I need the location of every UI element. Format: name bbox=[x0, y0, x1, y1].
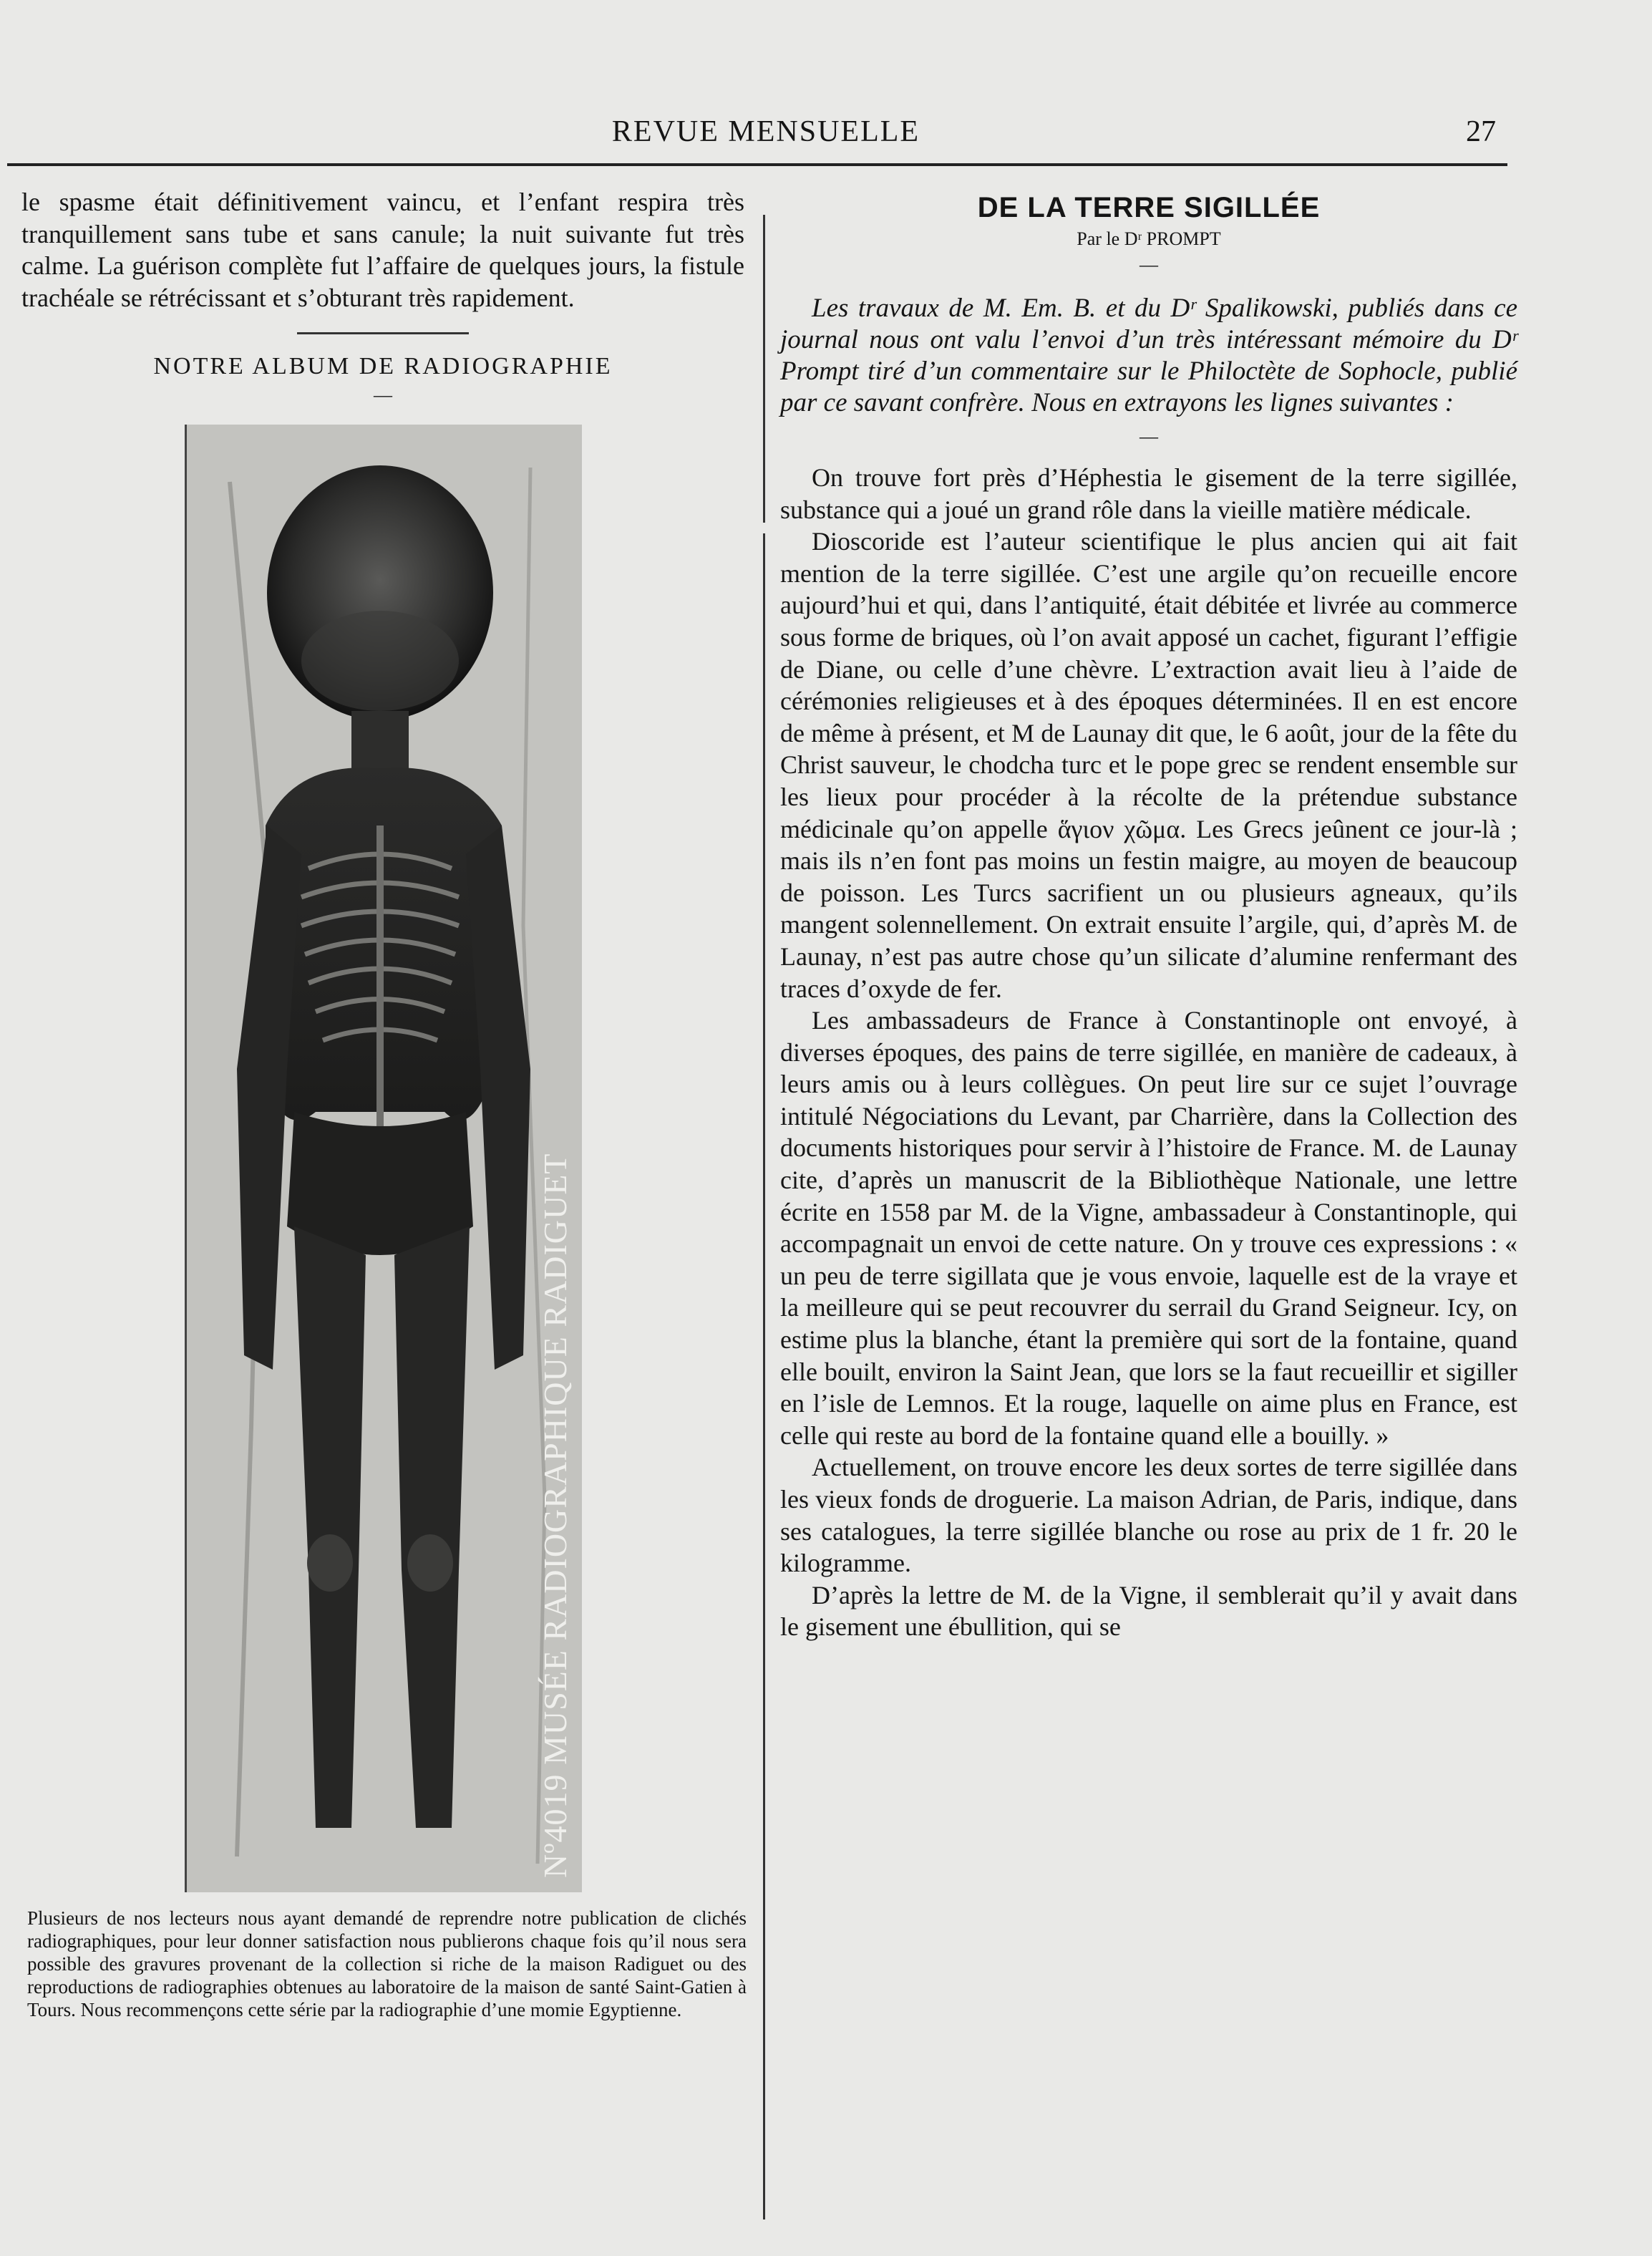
article-paragraph: Actuellement, on trouve encore les deux sortes de terre sigillée dans les vieux fonds de droguerie. La maison Adrian, de Paris, indique, dans ses catalogues, la terre sigillée blanche ou rose au prix de 1 fr. 20 le kilogramme. bbox=[780, 1453, 1517, 1578]
intro-dash: — bbox=[1140, 426, 1158, 447]
journal-title: REVUE MENSUELLE bbox=[611, 115, 920, 148]
article-paragraph: D’après la lettre de M. de la Vigne, il semblerait qu’il y avait dans le gisement une ébullition, qui se bbox=[780, 1580, 1517, 1642]
article-paragraph: Dioscoride est l’auteur scientifique le plus ancien qui ait fait mention de la terre sigillée. C’est une argile qu’on recueille encore aujourd’hui et qui, dans l’antiquité, était débitée et livrée au commerce sous forme de briques, où l’on avait apposé un cachet, figurant l’effigie de Diane, ou celle d’une chèvre. L’extraction avait lieu à l’aide de cérémonies religieuses et à des époques déterminées. Il en est encore de même à présent, et M de Launay dit que, le 6 août, jour de la fête du Christ sauveur, le chodcha turc et le pope grec se rendent ensemble sur les lieux pour procéder à la récolte de la prétendue substance médicinale qu’on appelle ἅγιον χῶμα. Les Grecs jeûnent ce jour-là ; mais ils n’en font pas moins un festin maigre, au moyen de beaucoup de poisson. Les Turcs sacrifient un ou plusieurs agneaux, qu’ils mangent solennellement. On extrait ensuite l’argile, qui, d’après M. de Launay, n’est pas autre chose qu’un silicate d’alumine renfermant des traces d’oxyde de fer. bbox=[780, 527, 1517, 1003]
album-heading: NOTRE ALBUM DE RADIOGRAPHIE bbox=[153, 353, 613, 380]
page-number: 27 bbox=[1466, 115, 1496, 148]
column-rule-upper bbox=[763, 215, 765, 523]
article-paragraph: On trouve fort près d’Héphestia le gisement de la terre sigillée, substance qui a joué un grand rôle dans la vieille matière médicale. bbox=[780, 463, 1517, 524]
album-dash: — bbox=[374, 384, 392, 406]
byline-dash: — bbox=[1140, 254, 1158, 275]
continuation-paragraph: le spasme était définitivement vaincu, et l’enfant respira très tranquillement sans tube et sans canule; la nuit suivante fut très calme. La guérison complète fut l’affaire de quelques jours, la fistule trachéale se rétrécissant et s’obturant très rapidement. bbox=[21, 188, 744, 312]
article-byline: Par le Dʳ PROMPT bbox=[1077, 228, 1221, 249]
left-column bbox=[21, 186, 747, 2021]
article-title: DE LA TERRE SIGILLÉE bbox=[977, 192, 1321, 223]
section-separator bbox=[297, 332, 469, 334]
figure-watermark: Nº4019 MUSÉE RADIOGRAPHIQUE RADIGUET bbox=[537, 1153, 573, 1879]
mummy-radiograph-image bbox=[187, 425, 582, 1892]
column-rule-lower bbox=[763, 533, 765, 2219]
header-rule bbox=[7, 163, 1507, 166]
running-header bbox=[21, 107, 1510, 158]
figure-caption: Plusieurs de nos lecteurs nous ayant demandé de reprendre notre publication de clichés radiographiques, pour leur donner satisfaction nous publierons chaque fois qu’il nous sera possible des gravures provenant de la collection si riche de la maison Radiguet ou des reproductions de radiographies obtenues au laboratoire de la maison de santé Saint-Gatien à Tours. Nous recommençons cette série par la radiographie d’une momie Egyptienne. bbox=[27, 1907, 747, 2021]
article-paragraph: Les ambassadeurs de France à Constantinople ont envoyé, à diverses époques, des pains de terre sigillée, en manière de cadeaux, à leurs amis ou à leurs collègues. On peut lire sur ce sujet l’ouvrage intitulé Négociations du Levant, par Charrière, dans la Collection des documents historiques pour servir à l’histoire de France. M. de Launay cite, d’après un manuscrit de la Bibliothèque Nationale, une lettre écrite en 1558 par M. de la Vigne, ambassadeur à Constantinople, qui accompagnait un envoi de cette nature. On y trouve ces expressions : « un peu de terre sigillata que je vous envoie, laquelle est de la vraye et la meilleure qui se peut recouvrer du serrail du Grand Seigneur. Icy, on estime plus la blanche, étant la première qui sort de la fontaine, quand elle bouilt, environ la Saint Jean, que lors se la faut recueillir et sigiller en l’isle de Lemnos. Et la rouge, laquelle on aime plus en France, est celle qui reste au bord de la fontaine quand elle a bouilly. » bbox=[780, 1006, 1517, 1450]
radiograph-figure bbox=[185, 425, 582, 1892]
pelvis-shape bbox=[287, 1112, 473, 1255]
right-column bbox=[780, 186, 1517, 1643]
editor-introduction: Les travaux de M. Em. B. et du Dʳ Spalikowski, publiés dans ce journal nous ont valu l’envoi d’un très intéressant mémoire du Dʳ Prompt tiré d’un commentaire sur le Philoctète de Sophocle, publié par ce savant confrère. Nous en extrayons les lignes suivantes : bbox=[780, 294, 1517, 417]
